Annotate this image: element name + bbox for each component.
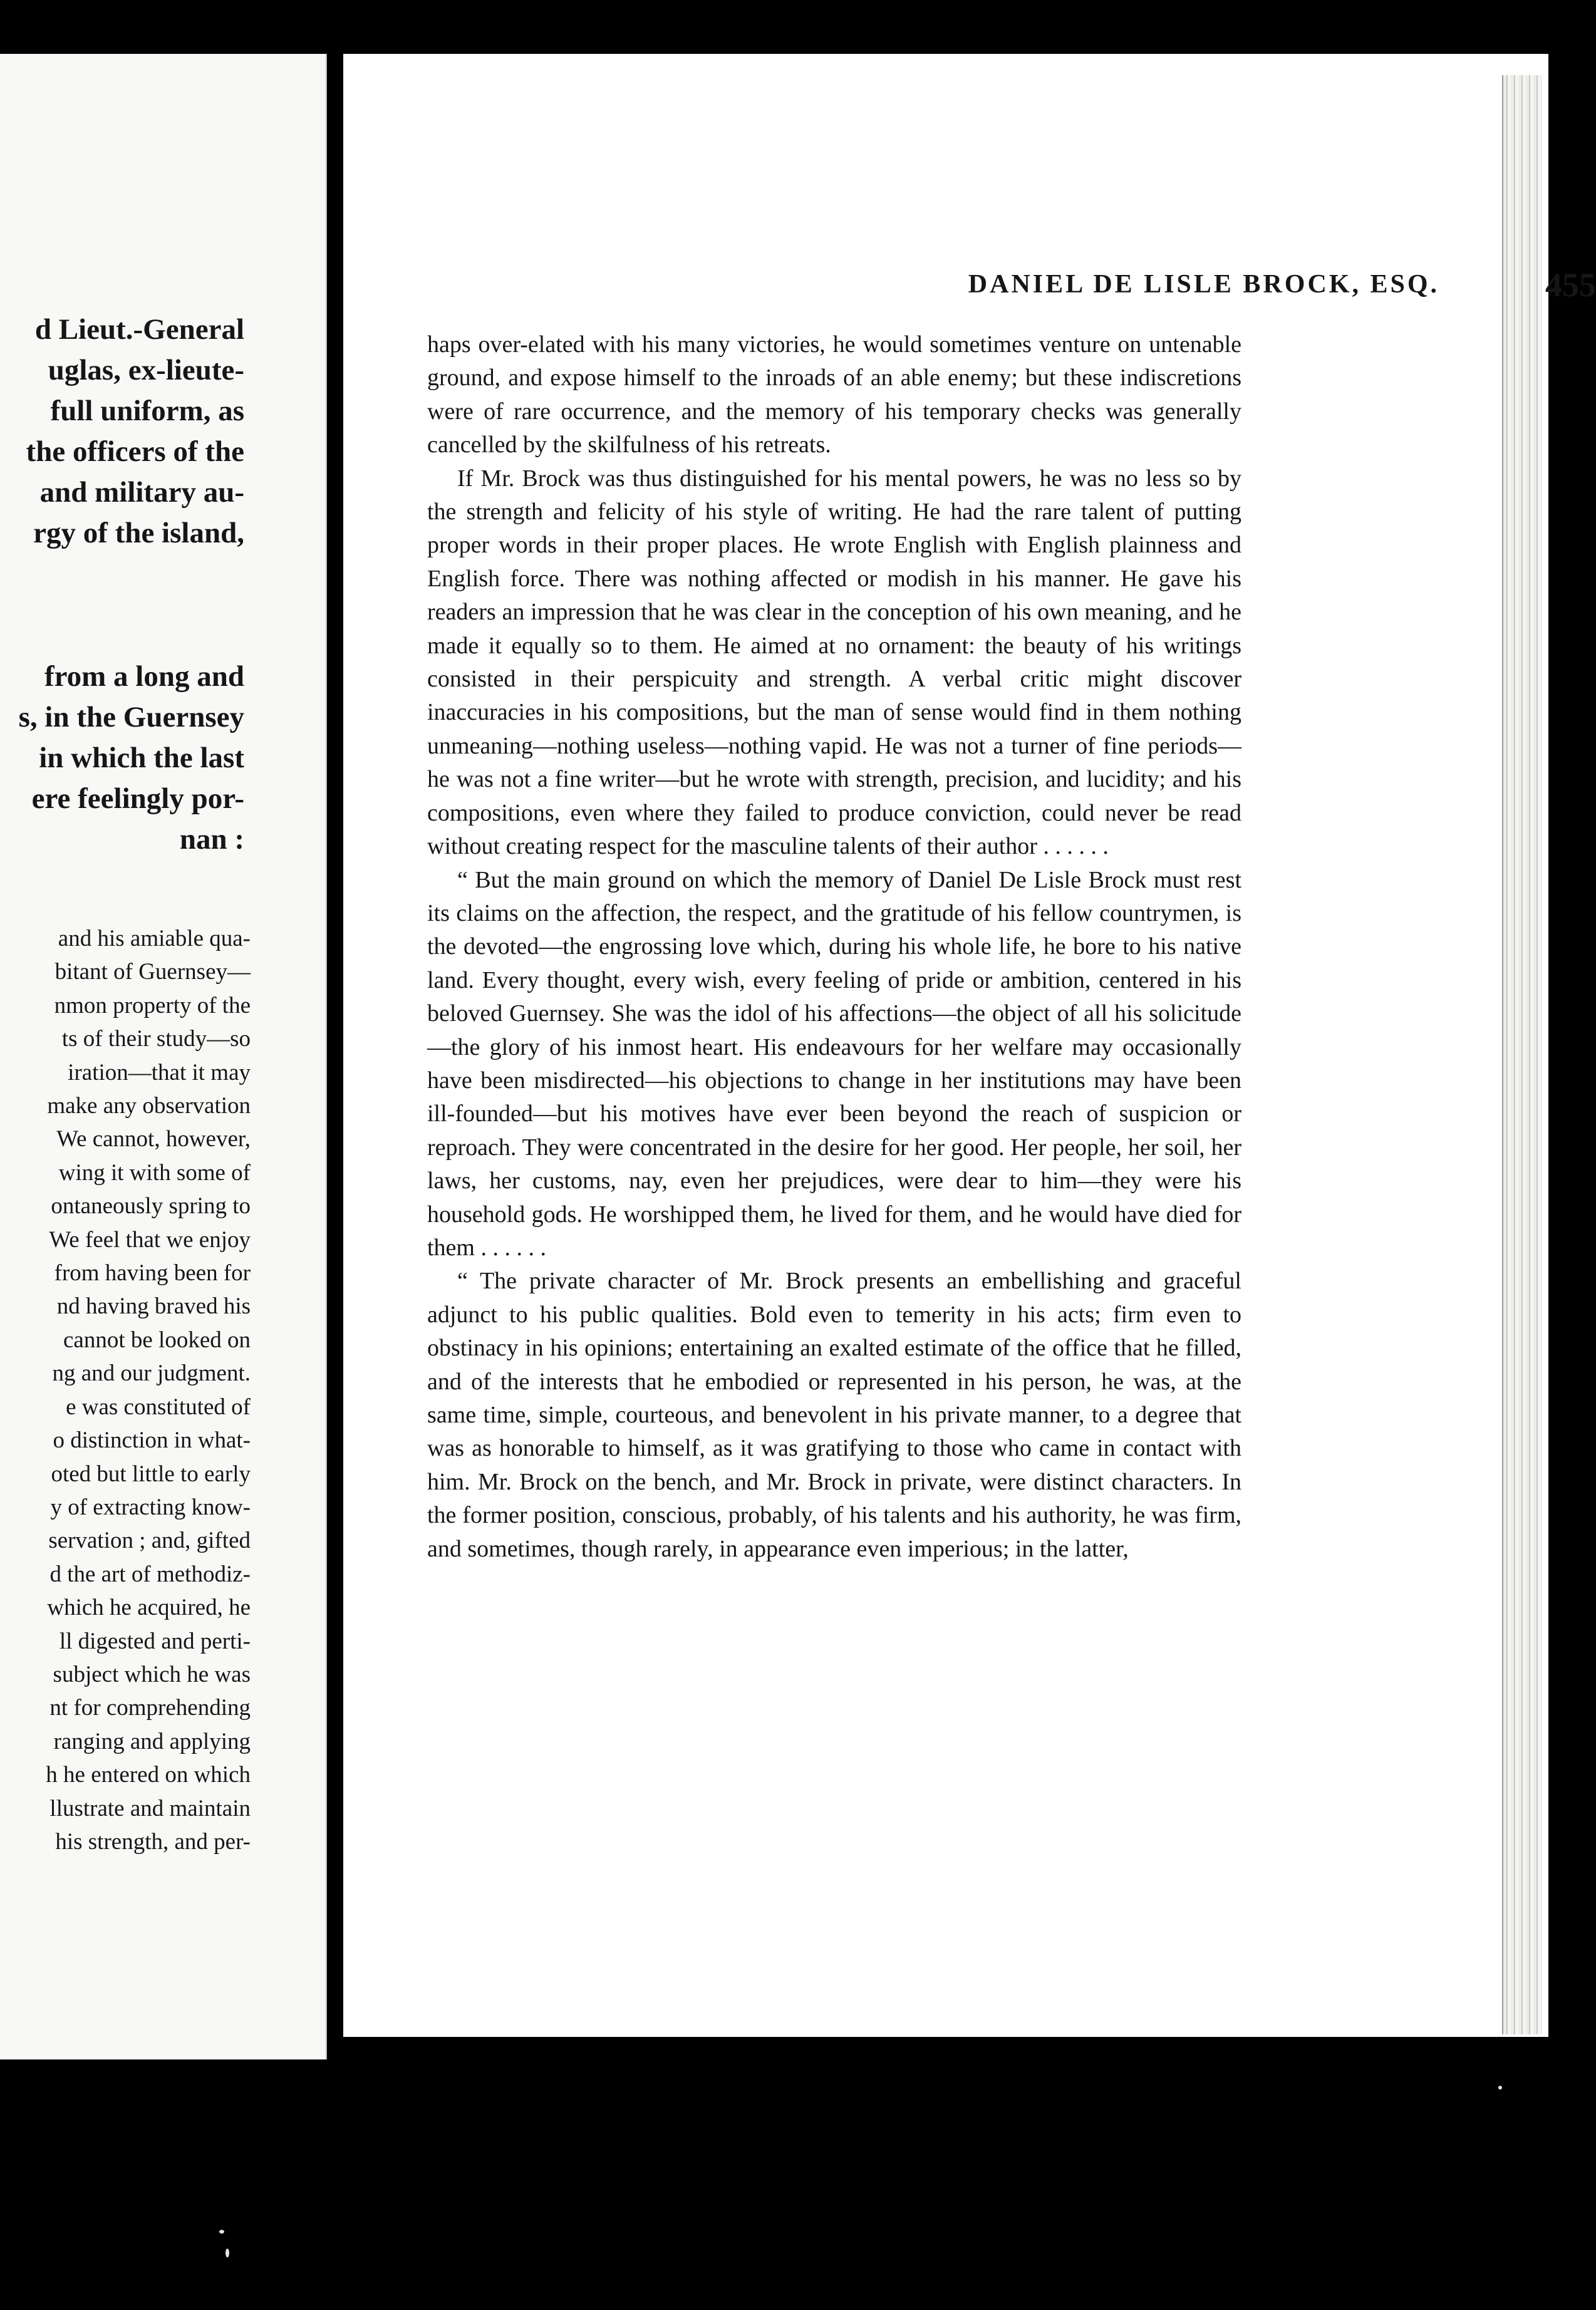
paragraph: “ But the main ground on which the memory of Daniel De Lisle Brock must rest its claims on the affection, the respect, and the gratitude of his fellow countrymen, is the devoted—the engrossing love which, during his whole life, he bore to his native land. Every thought, every wish, every feeling of pride or ambition, centered in his beloved Guernsey. She was the idol of his affections—the object of all his solicitude—the glory of his inmost heart. His endeavours for her welfare may occasionally have been misdirected—his objections to change in her institutions may have been ill-founded—but his motives have ever been beyond the reach of suspicion or reproach. They were concentrated in the desire for her good. Her people, her soil, her laws, her customs, nay, even her prejudices, were dear to him—they were his household gods. He worshipped them, he lived for them, and he would have died for them . . . . . . (427, 866, 1241, 1261)
left-page-section-heading (19, 656, 244, 860)
running-title: DANIEL DE LISLE BROCK, ESQ. (968, 270, 1439, 299)
left-page-body (46, 922, 251, 1858)
text-line: the officers of the (26, 435, 244, 468)
paragraph: “ The private character of Mr. Brock presents an embellishing and graceful adjunct to his public qualities. Bold even to temerity in his acts; firm even to obstinacy in his opinions; entertaining an exalted estimate of the office that he filled, and of the interests that he embodied or represented in his person, he was, at the same time, simple, courteous, and benevolent in his private manner, to a degree that was as honorable to himself, as it was gratifying to those who came in contact with him. Mr. Brock on the bench, and Mr. Brock in private, were distinct characters. In the former position, conscious, probably, of his talents and his authority, he was firm, and sometimes, though rarely, in appearance even imperious; in the latter, (427, 1268, 1241, 1562)
left-page (0, 54, 327, 2059)
text-line: We feel that we enjoy (49, 1226, 251, 1253)
right-page-body (427, 328, 1241, 1566)
text-line: which he acquired, he (47, 1595, 251, 1621)
text-line: o distinction in what- (53, 1427, 251, 1454)
paragraph: haps over-elated with his many victories, he would sometimes venture on untenable ground, and expose himself to the inroads of an able enemy; but these indiscretions were of rare occurrence, and the memory of his temporary checks was generally cancelled by the skilfulness of his retreats. (427, 331, 1241, 458)
paragraph: If Mr. Brock was thus distinguished for his mental powers, he was no less so by the strength and felicity of his style of writing. He had the rare talent of putting proper words in their proper places. He wrote English with English plainness and English force. There was nothing affected or modish in his manner. He gave his readers an impression that he was clear in the conception of his own meaning, and he made it equally so to them. He aimed at no ornament: the beauty of his writings consisted in their perspicuity and strength. A verbal critic might discover inaccuracies in his compositions, but the man of sense would find in them nothing unmeaning—nothing useless—nothing vapid. He was not a turner of fine periods—he was not a fine writer—but he wrote with strength, precision, and lucidity; and his compositions, even where they failed to produce conviction, could never be read without creating respect for the masculine talents of their author . . . . . . (427, 465, 1241, 860)
page-number: 455 (1545, 266, 1596, 304)
text-line: cannot be looked on (63, 1327, 251, 1353)
text-line: nd having braved his (56, 1293, 251, 1320)
right-page (343, 54, 1596, 2037)
scan-speck (219, 2230, 224, 2234)
text-line: rgy of the island, (33, 517, 244, 549)
text-line: from having been for (54, 1260, 251, 1287)
text-line: from a long and (44, 660, 244, 693)
text-line: ts of their study—so (61, 1026, 251, 1052)
scan-speck (225, 2249, 229, 2257)
text-line: nan : (179, 823, 244, 856)
text-line: iration—that it may (68, 1059, 251, 1085)
left-page-heading (26, 309, 244, 554)
text-line: his strength, and per- (55, 1828, 251, 1855)
text-line: wing it with some of (58, 1159, 251, 1186)
text-line: ng and our judgment. (52, 1360, 251, 1387)
text-line: uglas, ex-lieute- (48, 354, 244, 386)
running-head (594, 266, 1596, 319)
text-line: bitant of Guernsey— (54, 959, 251, 985)
text-line: ll digested and perti- (59, 1628, 251, 1654)
text-line: y of extracting know- (50, 1494, 251, 1520)
text-line: We cannot, however, (56, 1126, 251, 1152)
text-line: d Lieut.-General (34, 313, 244, 346)
text-line: nt for comprehending (49, 1695, 251, 1721)
text-line: llustrate and maintain (49, 1795, 251, 1821)
scan-speck (1498, 2086, 1502, 2090)
text-line: and his amiable qua- (58, 926, 251, 951)
text-line: in which the last (39, 742, 244, 774)
page-edges (1502, 75, 1542, 2034)
text-line: ere feelingly por- (31, 782, 244, 815)
text-line: and military au- (39, 476, 244, 509)
text-line: subject which he was (53, 1661, 251, 1687)
text-line: servation ; and, gifted (48, 1528, 251, 1554)
text-line: ontaneously spring to (51, 1193, 251, 1220)
text-line: h he entered on which (46, 1762, 251, 1788)
text-line: e was constituted of (66, 1394, 251, 1420)
text-line: nmon property of the (54, 992, 251, 1018)
text-line: make any observation (47, 1093, 251, 1119)
text-line: ranging and applying (53, 1728, 251, 1754)
text-line: oted but little to early (51, 1461, 251, 1487)
text-line: d the art of methodiz- (49, 1561, 251, 1587)
text-line: full uniform, as (50, 395, 244, 427)
text-line: s, in the Guernsey (18, 701, 244, 733)
